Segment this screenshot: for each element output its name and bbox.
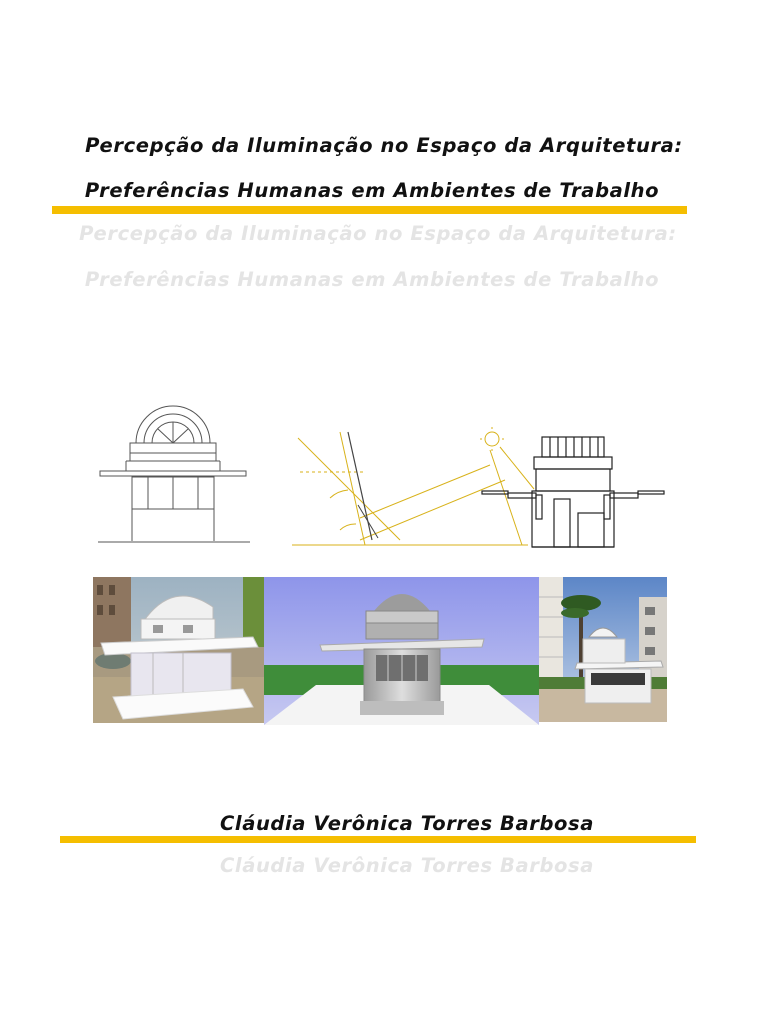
physical-model-photo — [93, 577, 266, 723]
kiosk-section-drawing — [478, 425, 668, 550]
title-line-1: Percepção da Iluminação no Espaço da Arquitetura: — [85, 134, 683, 157]
author-name-reflection: Cláudia Verônica Torres Barbosa — [220, 854, 595, 877]
author-accent-bar — [60, 836, 696, 843]
title-line-2: Preferências Humanas em Ambientes de Trabalho — [84, 179, 660, 202]
kiosk-elevation-drawing — [96, 405, 252, 547]
title-line-2-reflection: Preferências Humanas em Ambientes de Trabalho — [84, 268, 660, 291]
author-name: Cláudia Verônica Torres Barbosa — [220, 812, 595, 835]
built-kiosk-photo — [539, 577, 667, 722]
title-accent-bar — [52, 206, 687, 214]
title-line-1-reflection: Percepção da Iluminação no Espaço da Arquitetura: — [79, 222, 677, 245]
3d-render-image — [264, 577, 539, 725]
